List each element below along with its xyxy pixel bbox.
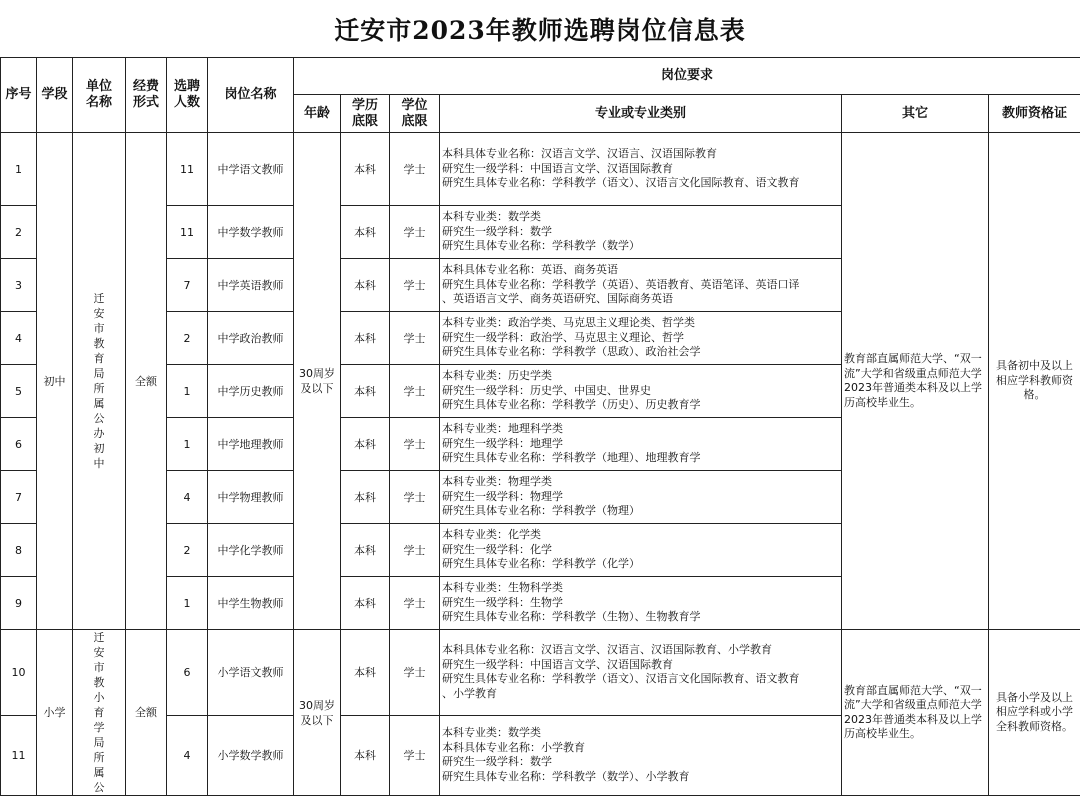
seq-cell: 8 bbox=[1, 524, 37, 577]
unit-cell: 迁安市教育局所属公办初中 bbox=[73, 133, 126, 630]
header-stage: 学段 bbox=[37, 58, 73, 133]
degree-cell: 学士 bbox=[390, 133, 440, 206]
count-cell: 1 bbox=[167, 577, 208, 630]
cert-cell: 具备初中及以上相应学科教师资格。 bbox=[989, 133, 1080, 630]
count-cell: 2 bbox=[167, 312, 208, 365]
degree-cell: 学士 bbox=[390, 577, 440, 630]
post-cell: 中学数学教师 bbox=[208, 206, 294, 259]
count-cell: 4 bbox=[167, 715, 208, 795]
degree-cell: 学士 bbox=[390, 365, 440, 418]
cert-cell: 具备小学及以上相应学科或小学全科教师资格。 bbox=[989, 630, 1080, 796]
post-cell: 中学英语教师 bbox=[208, 259, 294, 312]
funding-cell: 全额 bbox=[126, 133, 167, 630]
count-cell: 6 bbox=[167, 630, 208, 716]
edu-cell: 本科 bbox=[341, 630, 390, 716]
post-cell: 小学语文教师 bbox=[208, 630, 294, 716]
count-cell: 2 bbox=[167, 524, 208, 577]
header-count: 选聘人数 bbox=[167, 58, 208, 133]
degree-cell: 学士 bbox=[390, 418, 440, 471]
major-cell: 本科具体专业名称：英语、商务英语 研究生具体专业名称：学科教学（英语）、英语教育、英语笔译、英语口译 、英语语言文学、商务英语研究、国际商务英语 bbox=[440, 259, 842, 312]
count-cell: 11 bbox=[167, 206, 208, 259]
edu-cell: 本科 bbox=[341, 133, 390, 206]
major-cell: 本科专业类：化学类 研究生一级学科：化学 研究生具体专业名称：学科教学（化学） bbox=[440, 524, 842, 577]
edu-cell: 本科 bbox=[341, 715, 390, 795]
seq-cell: 2 bbox=[1, 206, 37, 259]
header-requirements: 岗位要求 bbox=[294, 58, 1080, 95]
header-age: 年龄 bbox=[294, 95, 341, 133]
edu-cell: 本科 bbox=[341, 259, 390, 312]
header-degree: 学位底限 bbox=[390, 95, 440, 133]
header-major: 专业或专业类别 bbox=[440, 95, 842, 133]
header-funding: 经费形式 bbox=[126, 58, 167, 133]
post-cell: 中学语文教师 bbox=[208, 133, 294, 206]
header-other: 其它 bbox=[842, 95, 989, 133]
count-cell: 4 bbox=[167, 471, 208, 524]
major-cell: 本科专业类：地理科学类 研究生一级学科：地理学 研究生具体专业名称：学科教学（地理）、地理教育学 bbox=[440, 418, 842, 471]
header-unit: 单位名称 bbox=[73, 58, 126, 133]
count-cell: 1 bbox=[167, 418, 208, 471]
seq-cell: 6 bbox=[1, 418, 37, 471]
degree-cell: 学士 bbox=[390, 259, 440, 312]
other-cell: 教育部直属师范大学、“双一流”大学和省级重点师范大学2023年普通类本科及以上学历高校毕业生。 bbox=[842, 630, 989, 796]
edu-cell: 本科 bbox=[341, 577, 390, 630]
header-seq: 序号 bbox=[1, 58, 37, 133]
post-cell: 中学生物教师 bbox=[208, 577, 294, 630]
seq-cell: 7 bbox=[1, 471, 37, 524]
edu-cell: 本科 bbox=[341, 471, 390, 524]
table-row bbox=[1, 630, 1080, 716]
post-cell: 中学物理教师 bbox=[208, 471, 294, 524]
header-cert: 教师资格证 bbox=[989, 95, 1080, 133]
page-title: 迁安市2023年教师选聘岗位信息表 bbox=[0, 0, 1080, 58]
degree-cell: 学士 bbox=[390, 312, 440, 365]
funding-cell: 全额 bbox=[126, 630, 167, 796]
edu-cell: 本科 bbox=[341, 524, 390, 577]
major-cell: 本科专业类：政治学类、马克思主义理论类、哲学类 研究生一级学科：政治学、马克思主义理论、哲学 研究生具体专业名称：学科教学（思政）、政治社会学 bbox=[440, 312, 842, 365]
positions-table bbox=[0, 57, 1080, 796]
count-cell: 1 bbox=[167, 365, 208, 418]
table-row bbox=[1, 133, 1080, 206]
degree-cell: 学士 bbox=[390, 630, 440, 716]
major-cell: 本科专业类：数学类 本科具体专业名称：小学教育 研究生一级学科：数学 研究生具体专业名称：学科教学（数学）、小学教育 bbox=[440, 715, 842, 795]
seq-cell: 9 bbox=[1, 577, 37, 630]
table-header bbox=[1, 58, 1080, 133]
major-cell: 本科专业类：物理学类 研究生一级学科：物理学 研究生具体专业名称：学科教学（物理） bbox=[440, 471, 842, 524]
stage-cell: 小学 bbox=[37, 630, 73, 796]
header-post: 岗位名称 bbox=[208, 58, 294, 133]
degree-cell: 学士 bbox=[390, 206, 440, 259]
stage-cell: 初中 bbox=[37, 133, 73, 630]
seq-cell: 3 bbox=[1, 259, 37, 312]
age-cell: 30周岁及以下 bbox=[294, 133, 341, 630]
post-cell: 中学历史教师 bbox=[208, 365, 294, 418]
count-cell: 7 bbox=[167, 259, 208, 312]
degree-cell: 学士 bbox=[390, 715, 440, 795]
seq-cell: 1 bbox=[1, 133, 37, 206]
major-cell: 本科具体专业名称：汉语言文学、汉语言、汉语国际教育 研究生一级学科：中国语言文学、汉语国际教育 研究生具体专业名称：学科教学（语文）、汉语言文化国际教育、语文教育 bbox=[440, 133, 842, 206]
degree-cell: 学士 bbox=[390, 524, 440, 577]
seq-cell: 4 bbox=[1, 312, 37, 365]
seq-cell: 5 bbox=[1, 365, 37, 418]
edu-cell: 本科 bbox=[341, 365, 390, 418]
post-cell: 小学数学教师 bbox=[208, 715, 294, 795]
post-cell: 中学政治教师 bbox=[208, 312, 294, 365]
unit-cell: 迁安市教小育学局所属公 bbox=[73, 630, 126, 796]
seq-cell: 10 bbox=[1, 630, 37, 716]
header-edu: 学历底限 bbox=[341, 95, 390, 133]
post-cell: 中学化学教师 bbox=[208, 524, 294, 577]
major-cell: 本科具体专业名称：汉语言文学、汉语言、汉语国际教育、小学教育 研究生一级学科：中国语言文学、汉语国际教育 研究生具体专业名称：学科教学（语文）、汉语言文化国际教育、语文教育 、小学教育 bbox=[440, 630, 842, 716]
other-cell: 教育部直属师范大学、“双一流”大学和省级重点师范大学2023年普通类本科及以上学历高校毕业生。 bbox=[842, 133, 989, 630]
table-body bbox=[1, 133, 1080, 796]
age-cell: 30周岁及以下 bbox=[294, 630, 341, 796]
seq-cell: 11 bbox=[1, 715, 37, 795]
degree-cell: 学士 bbox=[390, 471, 440, 524]
edu-cell: 本科 bbox=[341, 206, 390, 259]
major-cell: 本科专业类：历史学类 研究生一级学科：历史学、中国史、世界史 研究生具体专业名称：学科教学（历史）、历史教育学 bbox=[440, 365, 842, 418]
edu-cell: 本科 bbox=[341, 312, 390, 365]
major-cell: 本科专业类：生物科学类 研究生一级学科：生物学 研究生具体专业名称：学科教学（生物）、生物教育学 bbox=[440, 577, 842, 630]
post-cell: 中学地理教师 bbox=[208, 418, 294, 471]
count-cell: 11 bbox=[167, 133, 208, 206]
major-cell: 本科专业类：数学类 研究生一级学科：数学 研究生具体专业名称：学科教学（数学） bbox=[440, 206, 842, 259]
edu-cell: 本科 bbox=[341, 418, 390, 471]
